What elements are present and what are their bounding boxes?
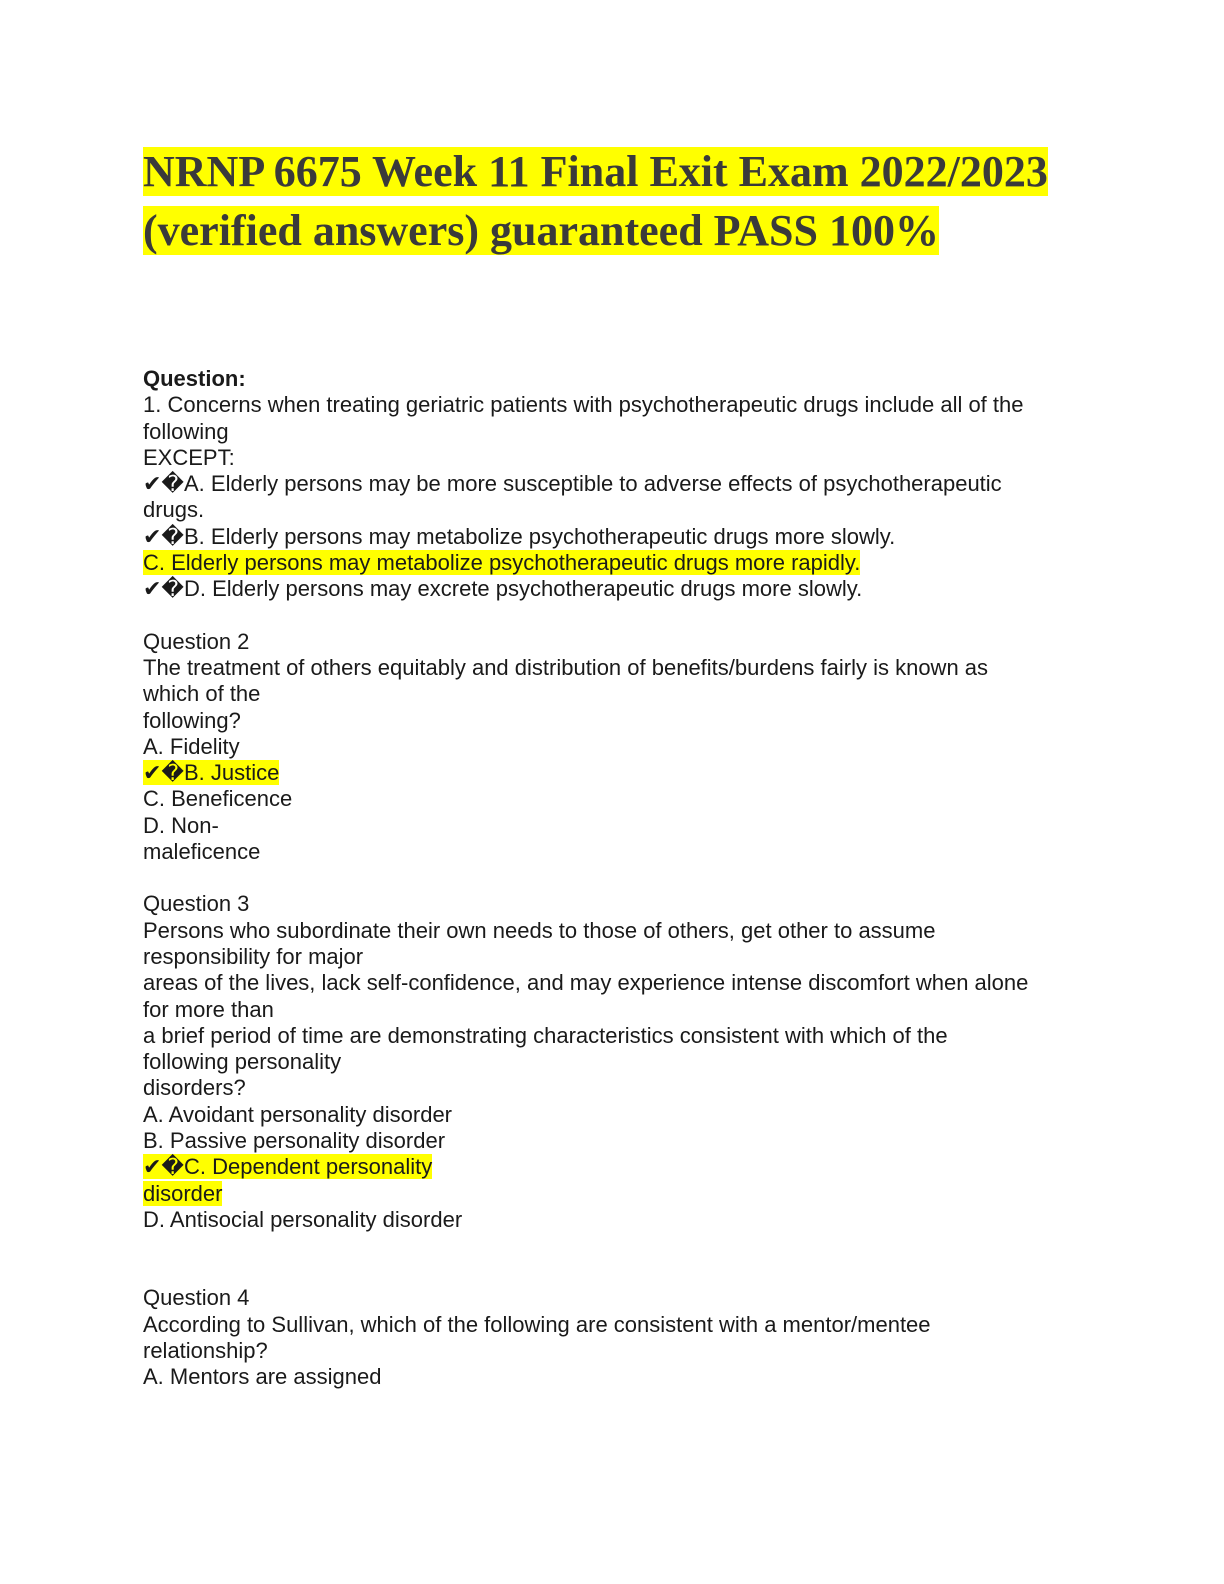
question-3-text-line: Persons who subordinate their own needs to those of others, get other to assume	[143, 917, 936, 943]
question-2-heading: Question 2	[143, 628, 250, 654]
question-2-option-d: D. Non-	[143, 812, 219, 838]
question-1-option-b: ✔�B. Elderly persons may metabolize psychotherapeutic drugs more slowly.	[143, 523, 896, 549]
question-4-heading: Question 4	[143, 1285, 250, 1311]
question-3-option-b: B. Passive personality disorder	[143, 1128, 446, 1154]
question-1-heading: Question:	[143, 366, 246, 391]
question-2-text-line: which of the	[143, 681, 261, 707]
question-1-option-c-highlighted: C. Elderly persons may metabolize psychotherapeutic drugs more rapidly.	[143, 550, 861, 576]
question-1	[143, 366, 1078, 603]
question-3-option-d: D. Antisocial personality disorder	[143, 1206, 463, 1232]
question-3-text-line: disorders?	[143, 1075, 246, 1101]
question-1-text-line: 1. Concerns when treating geriatric patients with psychotherapeutic drugs include all of the	[143, 392, 1024, 418]
question-3-text-line: areas of the lives, lack self-confidence, and may experience intense discomfort when alone	[143, 970, 1029, 996]
question-3-text-line: responsibility for major	[143, 943, 364, 969]
question-3-heading: Question 3	[143, 891, 250, 917]
spacer	[143, 1233, 1078, 1285]
question-3-option-a: A. Avoidant personality disorder	[143, 1101, 452, 1127]
title-line-2: (verified answers) guaranteed PASS 100%	[143, 206, 939, 255]
question-1-option-a: ✔�A. Elderly persons may be more susceptible to adverse effects of psychotherapeutic	[143, 471, 1002, 497]
question-4	[143, 1285, 1078, 1390]
question-1-text-line: EXCEPT:	[143, 444, 235, 470]
question-3-text-line: following personality	[143, 1049, 342, 1075]
question-2-text-line: The treatment of others equitably and distribution of benefits/burdens fairly is known as	[143, 654, 989, 680]
question-1-option-a-cont: drugs.	[143, 497, 205, 523]
spacer	[143, 865, 1078, 891]
question-4-option-a: A. Mentors are assigned	[143, 1364, 382, 1390]
question-1-text-line: following	[143, 418, 229, 444]
question-2-text-line: following?	[143, 707, 241, 733]
question-2-option-d-cont: maleficence	[143, 839, 261, 865]
question-4-text-line: According to Sullivan, which of the following are consistent with a mentor/mentee	[143, 1311, 931, 1337]
title-line-1: NRNP 6675 Week 11 Final Exit Exam 2022/2023	[143, 147, 1048, 196]
question-2-option-c: C. Beneficence	[143, 786, 293, 812]
exam-content	[143, 366, 1078, 1390]
question-3-option-c-highlighted: ✔�C. Dependent personality	[143, 1154, 433, 1180]
question-3-text-line: a brief period of time are demonstrating characteristics consistent with which of the	[143, 1022, 948, 1048]
question-2-option-a: A. Fidelity	[143, 733, 240, 759]
question-3-option-c-cont-highlighted: disorder	[143, 1180, 223, 1206]
question-4-text-line: relationship?	[143, 1337, 268, 1363]
question-3	[143, 891, 1078, 1233]
document-title	[143, 142, 1073, 260]
spacer	[143, 603, 1078, 629]
question-2-option-b-highlighted: ✔�B. Justice	[143, 760, 280, 786]
question-3-text-line: for more than	[143, 996, 274, 1022]
question-2	[143, 629, 1078, 866]
question-1-option-d: ✔�D. Elderly persons may excrete psychotherapeutic drugs more slowly.	[143, 576, 863, 602]
